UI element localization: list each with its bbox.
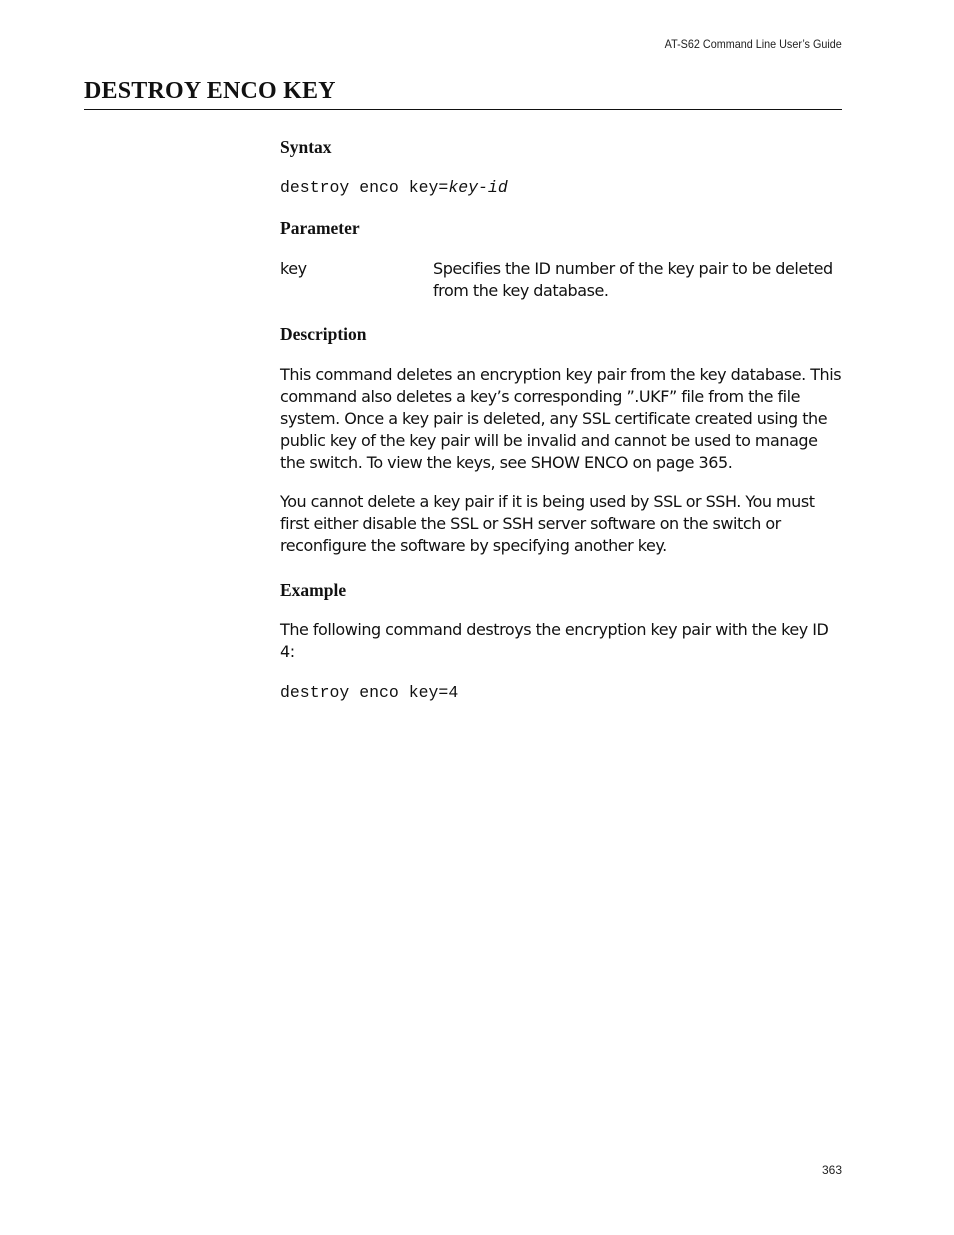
title-divider <box>84 109 842 110</box>
syntax-heading: Syntax <box>280 137 332 157</box>
running-header: AT-S62 Command Line User’s Guide <box>664 37 842 51</box>
syntax-command <box>280 178 508 197</box>
description-paragraph: This command deletes an encryption key pair from the key database. This command also deletes a key’s corresponding ”.UKF” file from the file system. Once a key pair is deleted, any SSL certificate created using the public key of the key pair will be invalid and cannot be used to manage the switch. To view the keys, see SHOW ENCO on page 365. <box>280 365 842 472</box>
parameter-description: Specifies the ID number of the key pair to be deleted from the key database. <box>433 259 833 300</box>
page-number: 363 <box>821 1163 842 1177</box>
description-heading: Description <box>280 324 367 344</box>
example-text: The following command destroys the encryption key pair with the key ID 4: <box>280 620 829 661</box>
parameter-name: key <box>280 259 307 278</box>
description-paragraph: You cannot delete a key pair if it is being used by SSL or SSH. You must first either disable the SSL or SSH server software on the switch or reconfigure the software by specifying another key. <box>280 492 815 555</box>
parameter-heading: Parameter <box>280 218 360 238</box>
page-title: DESTROY ENCO KEY <box>84 78 336 104</box>
example-command: destroy enco key=4 <box>280 683 459 702</box>
example-heading: Example <box>280 580 347 600</box>
syntax-command-variable: key-id <box>448 178 508 197</box>
syntax-command-prefix: destroy enco key= <box>280 178 449 197</box>
